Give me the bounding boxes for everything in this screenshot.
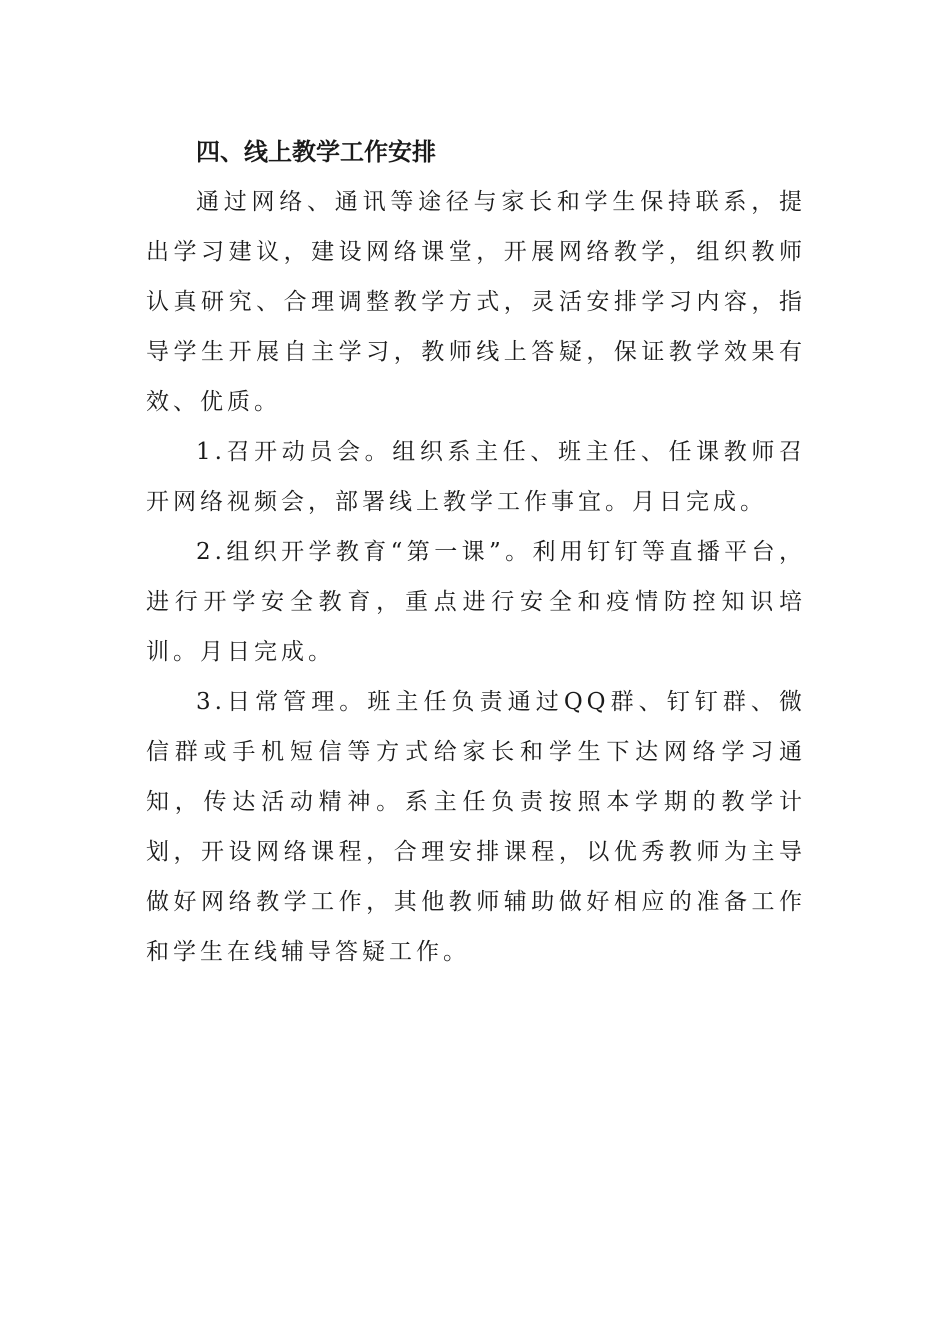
item-3-paragraph: 3.日常管理。班主任负责通过QQ群、钉钉群、微信群或手机短信等方式给家长和学生下达网络学习通知，传达活动精神。系主任负责按照本学期的教学计划，开设网络课程，合理安排课程，以优秀教师为主导做好网络教学工作，其他教师辅助做好相应的准备工作和学生在线辅导答疑工作。 [146, 689, 806, 965]
item-1-paragraph: 1.召开动员会。组织系主任、班主任、任课教师召开网络视频会，部署线上教学工作事宜。月日完成。 [146, 439, 806, 515]
intro-paragraph: 通过网络、通讯等途径与家长和学生保持联系，提出学习建议，建设网络课堂，开展网络教学，组织教师认真研究、合理调整教学方式，灵活安排学习内容，指导学生开展自主学习，教师线上答疑，保证教学效果有效、优质。 [146, 189, 806, 415]
document-body [146, 127, 806, 977]
item-2-paragraph: 2.组织开学教育“第一课”。利用钉钉等直播平台，进行开学安全教育，重点进行安全和疫情防控知识培训。月日完成。 [146, 539, 806, 665]
section-heading: 四、线上教学工作安排 [196, 138, 436, 166]
